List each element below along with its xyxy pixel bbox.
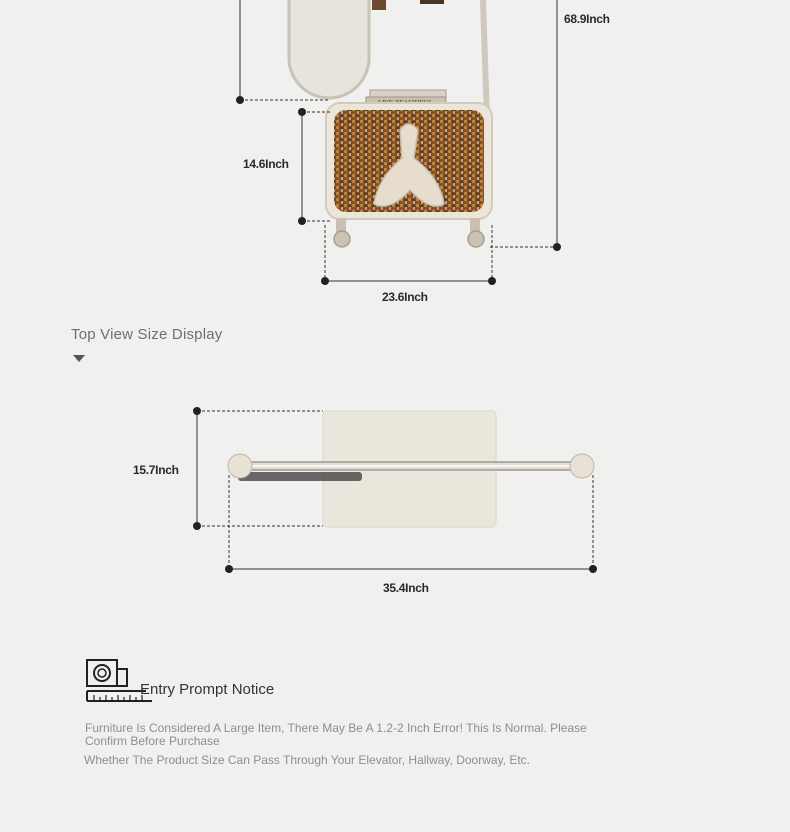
front-view-illustration — [0, 0, 790, 320]
frame-pole — [483, 0, 487, 120]
notice-line-2: Whether The Product Size Can Pass Through Your Elevator, Hallway, Doorway, Etc. — [84, 753, 530, 767]
notice-title: Entry Prompt Notice — [140, 681, 275, 698]
hanging-items — [372, 0, 444, 10]
mirror — [289, 0, 369, 98]
total-height-label: 68.9Inch — [561, 11, 613, 27]
cabinet — [326, 103, 492, 247]
cabinet-height-label: 14.6Inch — [240, 156, 292, 172]
top-view-illustration — [0, 380, 790, 610]
cabinet-width-label: 23.6Inch — [379, 289, 431, 305]
top-depth-label: 15.7Inch — [130, 462, 182, 478]
notice-line-1: Furniture Is Considered A Large Item, There May Be A 1.2-2 Inch Error! This Is Normal. Please Confirm Before Purchase — [85, 721, 587, 748]
top-view-title: Top View Size Display — [71, 326, 223, 343]
top-width-label: 35.4Inch — [380, 580, 432, 596]
chevron-down-icon — [73, 355, 85, 362]
